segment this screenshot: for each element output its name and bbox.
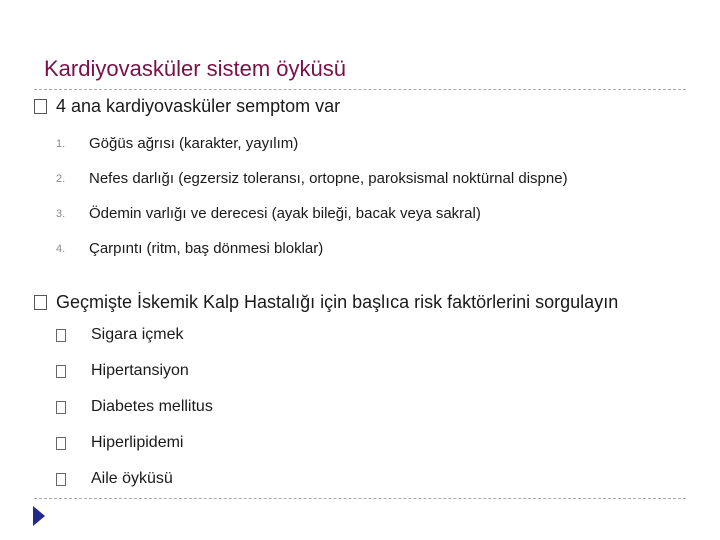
item-text: Çarpıntı (ritm, baş dönmesi bloklar) — [89, 240, 324, 257]
section1-bullet — [34, 97, 340, 115]
item-number: 4. — [56, 242, 66, 255]
item-text: Hiperlipidemi — [91, 434, 184, 451]
item-number: 2. — [56, 172, 66, 185]
list-item — [56, 327, 183, 343]
item-text: Diabetes mellitus — [91, 398, 213, 415]
section2-heading: Geçmişte İskemik Kalp Hastalığı için başlıca risk faktörlerini sorgulayın — [56, 292, 619, 312]
section1-heading: 4 ana kardiyovasküler semptom var — [56, 96, 341, 116]
item-number: 3. — [56, 207, 66, 220]
slide-title: Kardiyovasküler sistem öyküsü — [44, 56, 347, 81]
title-divider — [34, 89, 686, 90]
checkbox-square-icon — [34, 99, 47, 114]
checkbox-square-icon — [56, 329, 66, 342]
list-item — [56, 241, 323, 256]
item-text: Ödemin varlığı ve derecesi (ayak bileği, bacak veya sakral) — [89, 205, 481, 222]
checkbox-square-icon — [56, 473, 66, 486]
item-text: Göğüs ağrısı (karakter, yayılım) — [89, 135, 299, 152]
checkbox-square-icon — [56, 365, 66, 378]
list-item — [56, 171, 568, 186]
item-text: Hipertansiyon — [91, 362, 189, 379]
list-item — [56, 435, 183, 451]
list-item — [56, 471, 173, 487]
item-number: 1. — [56, 137, 66, 150]
list-item — [56, 206, 481, 221]
checkbox-square-icon — [56, 437, 66, 450]
list-item — [56, 363, 189, 379]
item-text: Sigara içmek — [91, 326, 184, 343]
footer-divider — [34, 498, 686, 499]
section2-bullet — [34, 293, 618, 311]
item-text: Aile öyküsü — [91, 470, 173, 487]
checkbox-square-icon — [56, 401, 66, 414]
play-arrow-icon[interactable] — [33, 506, 45, 526]
checkbox-square-icon — [34, 295, 47, 310]
item-text: Nefes darlığı (egzersiz toleransı, ortopne, paroksismal noktürnal dispne) — [89, 170, 568, 187]
list-item — [56, 399, 213, 415]
list-item — [56, 136, 298, 151]
